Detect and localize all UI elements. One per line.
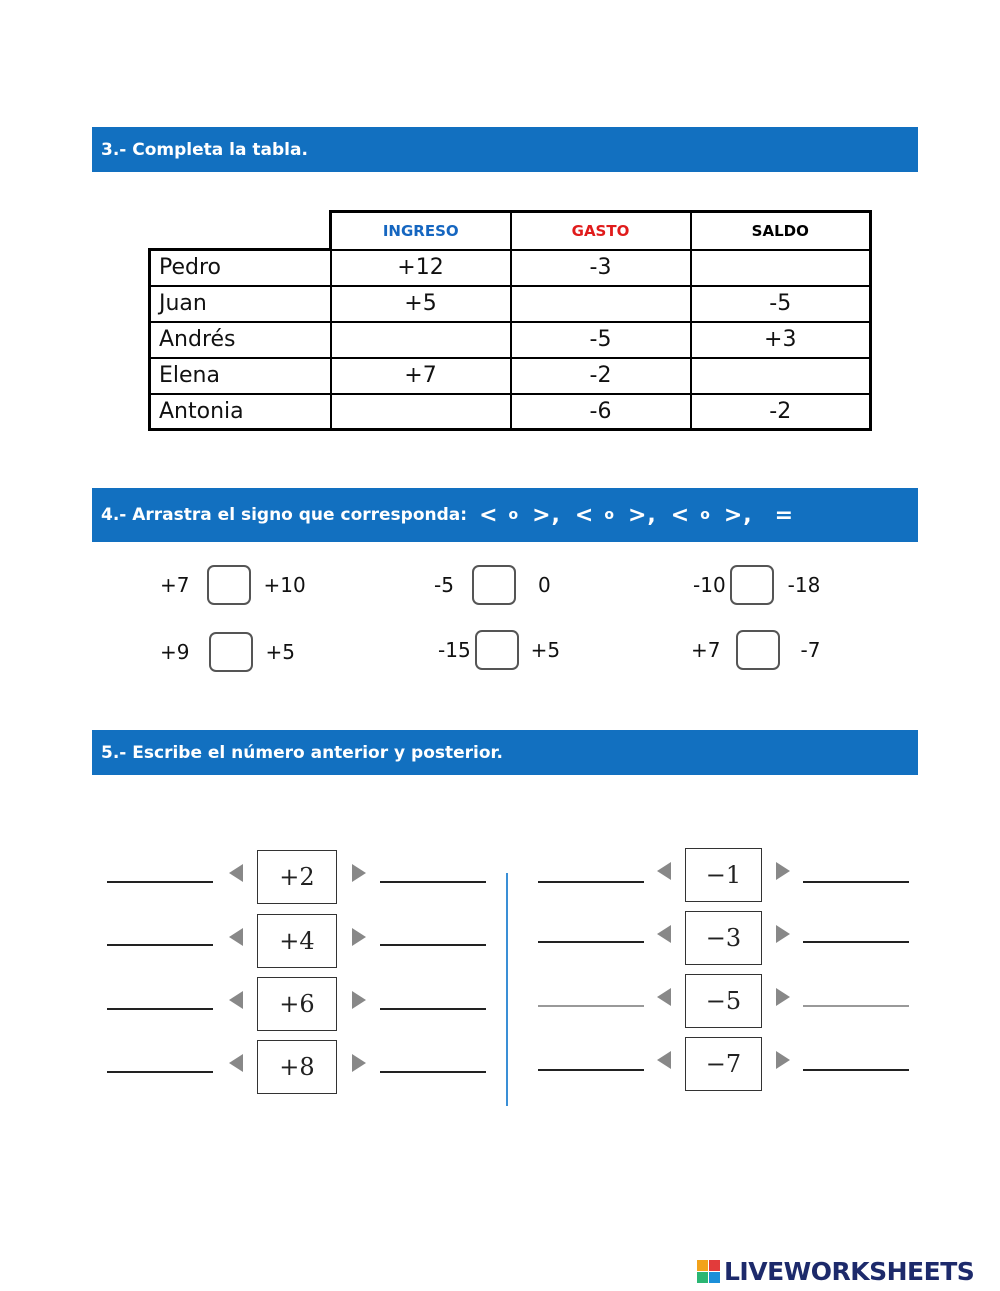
cell-ingreso: +12 — [331, 250, 511, 286]
row-name: Antonia — [150, 394, 331, 430]
arrow-right-icon — [352, 1054, 366, 1072]
arrow-right-icon — [352, 864, 366, 882]
cell-ingreso-input[interactable] — [331, 394, 511, 430]
cell-saldo-input[interactable] — [691, 358, 871, 394]
arrow-left-icon — [229, 1054, 243, 1072]
arrow-right-icon — [776, 988, 790, 1006]
cell-saldo-input[interactable] — [691, 250, 871, 286]
arrow-left-icon — [657, 925, 671, 943]
cell-gasto: -6 — [511, 394, 691, 430]
section-3-title: 3.- Completa la tabla. — [101, 139, 308, 160]
table-row — [150, 358, 871, 394]
arrow-left-icon — [229, 864, 243, 882]
cmp-right-value: -7 — [800, 638, 821, 662]
cell-ingreso: +5 — [331, 286, 511, 322]
cell-saldo: -2 — [691, 394, 871, 430]
table-row — [150, 322, 871, 358]
logo-text: LIVEWORKSHEETS — [724, 1256, 975, 1286]
header-ingreso: INGRESO — [331, 212, 511, 250]
symbol-or: o — [604, 507, 614, 523]
row-name: Elena — [150, 358, 331, 394]
cell-gasto-input[interactable] — [511, 286, 691, 322]
answer-line-before[interactable] — [107, 1008, 213, 1010]
answer-line-after[interactable] — [380, 1008, 486, 1010]
logo-mark-icon — [697, 1260, 720, 1283]
arrow-right-icon — [776, 862, 790, 880]
arrow-right-icon — [776, 925, 790, 943]
cmp-right-value: 0 — [537, 573, 551, 597]
row-name: Pedro — [150, 250, 331, 286]
cmp-left-value: -15 — [438, 638, 471, 662]
number-box: −1 — [685, 848, 762, 902]
arrow-left-icon — [229, 991, 243, 1009]
answer-line-after[interactable] — [803, 881, 909, 883]
cmp-left-value: +7 — [691, 638, 721, 662]
arrow-left-icon — [229, 928, 243, 946]
cell-gasto: -5 — [511, 322, 691, 358]
symbol-lt: < — [670, 502, 691, 528]
section-5-title: 5.- Escribe el número anterior y posterior. — [101, 742, 503, 763]
header-gasto: GASTO — [511, 212, 691, 250]
cell-saldo: -5 — [691, 286, 871, 322]
section-4-title: 4.- Arrastra el signo que corresponda: — [101, 505, 468, 525]
number-box: −3 — [685, 911, 762, 965]
cell-gasto: -3 — [511, 250, 691, 286]
answer-line-after[interactable] — [380, 944, 486, 946]
answer-line-after[interactable] — [803, 1005, 909, 1007]
balance-table — [148, 210, 872, 431]
answer-line-after[interactable] — [803, 941, 909, 943]
cmp-right-value: -18 — [787, 573, 821, 597]
comparison-item — [160, 565, 306, 605]
number-box: +2 — [257, 850, 337, 904]
arrow-right-icon — [352, 991, 366, 1009]
answer-line-after[interactable] — [803, 1069, 909, 1071]
arrow-right-icon — [352, 928, 366, 946]
answer-line-before[interactable] — [538, 1069, 644, 1071]
sign-drop-box[interactable] — [209, 632, 253, 672]
symbol-or: o — [700, 507, 710, 523]
number-box: +6 — [257, 977, 337, 1031]
cmp-left-value: -5 — [434, 573, 454, 597]
header-saldo: SALDO — [691, 212, 871, 250]
cell-ingreso: +7 — [331, 358, 511, 394]
arrow-left-icon — [657, 1051, 671, 1069]
section-4-header — [92, 488, 918, 542]
cell-ingreso-input[interactable] — [331, 322, 511, 358]
number-box: +4 — [257, 914, 337, 968]
answer-line-before[interactable] — [107, 881, 213, 883]
cell-saldo: +3 — [691, 322, 871, 358]
cmp-right-value: +5 — [265, 640, 295, 664]
cmp-right-value: +5 — [530, 638, 561, 662]
table-row — [150, 250, 871, 286]
number-box: −7 — [685, 1037, 762, 1091]
comparison-item — [434, 565, 551, 605]
table-row — [150, 394, 871, 430]
sign-drop-box[interactable] — [730, 565, 774, 605]
symbol-eq: = — [774, 502, 795, 528]
answer-line-before[interactable] — [107, 944, 213, 946]
answer-line-before[interactable] — [538, 881, 644, 883]
symbol-gt: >, — [627, 502, 657, 528]
symbol-gt: >, — [532, 502, 561, 528]
section-5-header — [92, 730, 918, 775]
answer-line-before[interactable] — [538, 941, 644, 943]
cmp-left-value: +7 — [160, 573, 190, 597]
symbol-gt: >, — [723, 502, 753, 528]
number-box: −5 — [685, 974, 762, 1028]
symbol-lt: < — [479, 502, 499, 528]
row-name: Andrés — [150, 322, 331, 358]
symbol-or: o — [508, 507, 519, 523]
answer-line-before[interactable] — [107, 1071, 213, 1073]
sign-drop-box[interactable] — [475, 630, 519, 670]
section-3-header — [92, 127, 918, 172]
symbol-lt: < — [574, 502, 595, 528]
sign-drop-box[interactable] — [472, 565, 516, 605]
comparison-item — [693, 565, 820, 605]
liveworksheets-logo — [697, 1256, 974, 1286]
cell-gasto: -2 — [511, 358, 691, 394]
arrow-right-icon — [776, 1051, 790, 1069]
answer-line-before[interactable] — [538, 1005, 644, 1007]
sign-drop-box[interactable] — [207, 565, 251, 605]
sign-drop-box[interactable] — [736, 630, 780, 670]
number-box: +8 — [257, 1040, 337, 1094]
cmp-left-value: +9 — [160, 640, 190, 664]
comparison-item — [691, 630, 820, 670]
column-divider — [506, 873, 508, 1106]
cmp-right-value: +10 — [263, 573, 306, 597]
answer-line-after[interactable] — [380, 1071, 486, 1073]
arrow-left-icon — [657, 862, 671, 880]
cmp-left-value: -10 — [693, 573, 726, 597]
row-name: Juan — [150, 286, 331, 322]
arrow-left-icon — [657, 988, 671, 1006]
answer-line-after[interactable] — [380, 881, 486, 883]
comparison-item — [160, 632, 295, 672]
comparison-item — [438, 630, 560, 670]
table-row — [150, 286, 871, 322]
